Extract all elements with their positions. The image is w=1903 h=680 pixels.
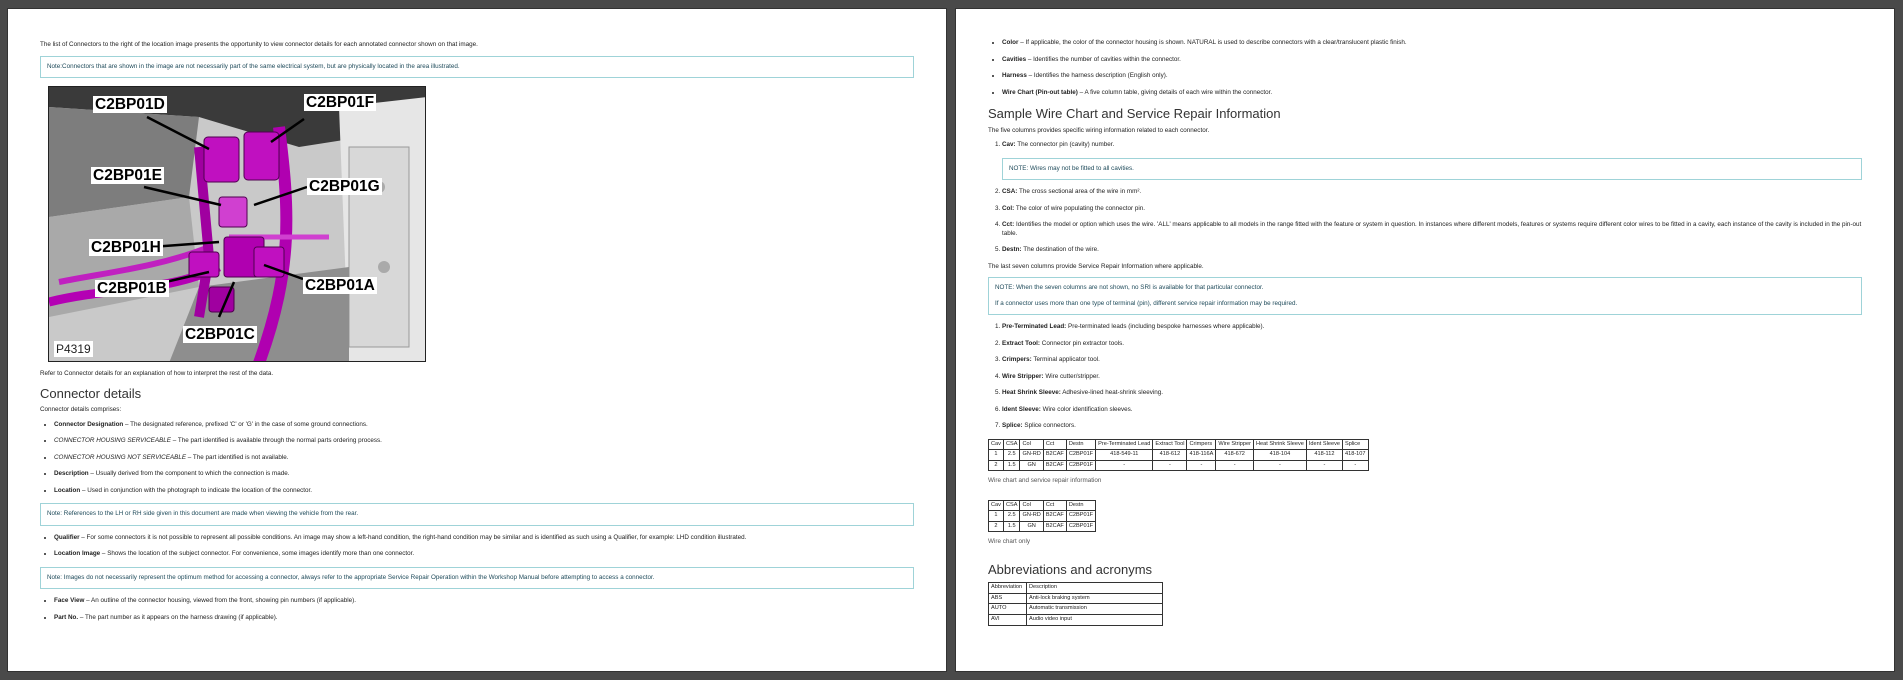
refer-paragraph: Refer to Connector details for an explanation of how to interpret the rest of the data. xyxy=(40,370,274,377)
comprises-paragraph: Connector details comprises: xyxy=(40,406,122,414)
list-item: • Location – Used in conjunction with the photograph to indicate the location of the connector. Note: References to the LH or RH side given in this document are made when viewing the vehicle from the rear. xyxy=(54,487,914,526)
list-item: 1. Pre-Terminated Lead: Pre-terminated leads (including bespoke harnesses where applicable). xyxy=(1002,323,1862,332)
note-box xyxy=(40,503,914,526)
seven-columns-list xyxy=(1002,323,1862,431)
note-box xyxy=(1002,158,1862,181)
connector-label: C2BP01E xyxy=(93,167,162,184)
list-item: 2. Extract Tool: Connector pin extractor tools. xyxy=(1002,340,1862,349)
wire-chart-sri-table xyxy=(988,439,1369,472)
page-content xyxy=(40,41,914,630)
table-header-row: Abbreviation Description xyxy=(989,583,1163,594)
wire-chart-table xyxy=(988,500,1096,533)
page-content xyxy=(988,39,1862,632)
document-page-left xyxy=(7,8,947,672)
list-item: • Color – If applicable, the color of the connector housing is shown. NATURAL is used to describe connectors with a clear/translucent plastic finish. xyxy=(1002,39,1862,48)
connector-label: C2BP01H xyxy=(91,239,161,256)
note-text: If a connector uses more than one type of terminal (pin), different service repair information may be required. xyxy=(995,299,1298,307)
list-item: • Connector Designation – The designated reference, prefixed 'C' or 'G' in the case of some ground connections. xyxy=(54,421,914,430)
note-text: NOTE: Wires may not be fitted to all cavities. xyxy=(1009,164,1134,172)
list-item: • CONNECTOR HOUSING SERVICEABLE – The part identified is available through the normal parts ordering process. xyxy=(54,437,914,446)
section-heading: Sample Wire Chart and Service Repair Information xyxy=(988,106,1281,121)
connector-label: C2BP01G xyxy=(309,178,380,195)
plate-number: P4319 xyxy=(56,341,91,356)
connector-label: C2BP01B xyxy=(97,280,167,297)
table-row: AVI Audio video input xyxy=(989,615,1163,626)
list-item: • Wire Chart (Pin-out table) – A five column table, giving details of each wire within the connector. xyxy=(1002,89,1862,98)
table-caption: Wire chart only xyxy=(988,538,1030,546)
list-item: • Harness – Identifies the harness description (English only). xyxy=(1002,72,1862,81)
list-item: 3. Col: The color of wire populating the connector pin. xyxy=(1002,205,1862,214)
abbreviations-table xyxy=(988,582,1163,625)
note-text: Note: Images do not necessarily represent the optimum method for accessing a connector, always refer to the appropriate Service Repair Operation within the Workshop Manual before attempting to access a connector. xyxy=(47,573,655,581)
five-columns-list xyxy=(1002,141,1862,255)
connector-label: C2BP01D xyxy=(95,96,165,113)
table-row: 2 1.5 GN B2CAF C2BP01F xyxy=(989,521,1096,532)
list-item: 4. Cct: Identifies the model or option which uses the wire. 'ALL' means applicable to all models in the range fitted with the feature or system in question. In instances where different models, features or systems require different color wires to be fitted in a cavity, each instance of the cavity is included in the pin-out table. xyxy=(1002,221,1862,238)
list-item: 5. Destn: The destination of the wire. xyxy=(1002,246,1862,255)
table-row: 1 2.5 GN-RD B2CAF C2BP01F 418-549-11 418-612 418-116A 418-672 418-104 418-112 418-107 xyxy=(989,450,1369,461)
table-row: AUTO Automatic transmission xyxy=(989,604,1163,615)
connector-label: C2BP01A xyxy=(305,277,375,294)
intro-paragraph: The list of Connectors to the right of the location image presents the opportunity to view connector details for each annotated connector shown on that image. xyxy=(40,41,478,48)
table-row: 2 1.5 GN B2CAF C2BP01F - - - - - - - xyxy=(989,460,1369,471)
table-caption: Wire chart and service repair information xyxy=(988,477,1102,485)
note-box xyxy=(40,56,914,79)
list-item: • CONNECTOR HOUSING NOT SERVICEABLE – The part identified is not available. xyxy=(54,454,914,463)
list-item: 7. Splice: Splice connectors. xyxy=(1002,422,1862,431)
table-header-row: Cav CSA Col Cct Destn xyxy=(989,500,1096,511)
document-page-right xyxy=(955,8,1895,672)
note-text: Note:Connectors that are shown in the image are not necessarily part of the same electrical system, but are physically located in the area illustrated. xyxy=(47,62,460,70)
list-item: • Location Image – Shows the location of the subject connector. For convenience, some images identify more than one connector. Note: Images do not necessarily represent the optimum method for accessing a connector, always refer to the appropriate Service Repair Operation within the Workshop Manual before attempting to access a connector. xyxy=(54,550,914,589)
note-box xyxy=(988,277,1862,315)
list-item: 2. CSA: The cross sectional area of the wire in mm². xyxy=(1002,188,1862,197)
note-box xyxy=(40,567,914,590)
paragraph: The five columns provides specific wiring information related to each connector. xyxy=(988,126,1210,134)
list-item: • Description – Usually derived from the component to which the connection is made. xyxy=(54,470,914,479)
table-header-row: Cav CSA Col Cct Destn Pre-Terminated Lead Extract Tool Crimpers Wire Stripper Heat Shrink Sleeve Ident Sleeve Splice xyxy=(989,439,1369,450)
section-heading: Connector details xyxy=(40,385,142,401)
list-item: • Qualifier – For some connectors it is not possible to represent all possible conditions. An image may show a left-hand condition, the right-hand condition may be similar and is identified as such using a Qualifier, for example: LHD condition illustrated. xyxy=(54,534,914,543)
table-row: 1 2.5 GN-RD B2CAF C2BP01F xyxy=(989,511,1096,522)
list-item: 3. Crimpers: Terminal applicator tool. xyxy=(1002,356,1862,365)
paragraph: The last seven columns provide Service Repair Information where applicable. xyxy=(988,262,1204,270)
connector-location-image xyxy=(48,86,426,362)
list-item: • Face View – An outline of the connector housing, viewed from the front, showing pin numbers (if applicable). xyxy=(54,597,914,606)
connector-label: C2BP01F xyxy=(306,94,375,111)
note-text: NOTE: When the seven columns are not shown, no SRI is available for that particular connector. xyxy=(995,284,1264,292)
list-item: 4. Wire Stripper: Wire cutter/stripper. xyxy=(1002,373,1862,382)
list-item: 1. Cav: The connector pin (cavity) number. NOTE: Wires may not be fitted to all cavities. xyxy=(1002,141,1862,180)
list-item: • Cavities – Identifies the number of cavities within the connector. xyxy=(1002,56,1862,65)
table-row: ABS Anti-lock braking system xyxy=(989,593,1163,604)
vehicle-photo-illustration xyxy=(49,87,426,362)
connector-label: C2BP01C xyxy=(185,326,255,343)
connector-details-list xyxy=(47,420,914,623)
connector-details-list-continued xyxy=(1002,39,1862,97)
list-item: 5. Heat Shrink Sleeve: Adhesive-lined heat-shrink sleeving. xyxy=(1002,389,1862,398)
section-heading: Abbreviations and acronyms xyxy=(988,561,1153,577)
list-item: 6. Ident Sleeve: Wire color identification sleeves. xyxy=(1002,406,1862,415)
note-text: Note: References to the LH or RH side given in this document are made when viewing the vehicle from the rear. xyxy=(47,510,359,518)
list-item: • Part No. – The part number as it appears on the harness drawing (if applicable). xyxy=(54,614,914,623)
